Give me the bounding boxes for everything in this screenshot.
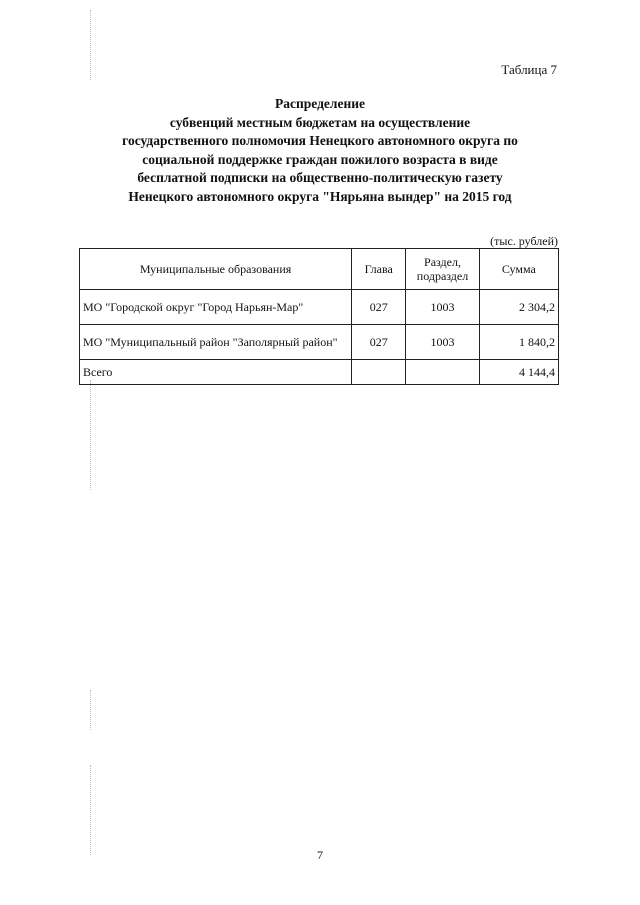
- header-section-line2: подраздел: [416, 269, 469, 283]
- header-municipalities: Муниципальные образования: [80, 249, 352, 290]
- table-total-row: [80, 360, 559, 385]
- cell-municipality: МО "Муниципальный район "Заполярный район": [80, 325, 352, 360]
- scan-margin-dots: [90, 690, 92, 730]
- cell-total-sum: 4 144,4: [479, 360, 558, 385]
- title-line: Распределение: [274, 96, 366, 111]
- table-header-row: [80, 249, 559, 290]
- cell-empty: [352, 360, 406, 385]
- cell-sum: 1 840,2: [479, 325, 558, 360]
- title-line: субвенций местным бюджетам на осуществление: [169, 114, 471, 130]
- table-row: [80, 325, 559, 360]
- page-number: 7: [317, 848, 323, 862]
- scan-margin-dots: [90, 10, 92, 80]
- table-row: [80, 290, 559, 325]
- table-number: Таблица 7: [501, 62, 557, 77]
- cell-empty: [406, 360, 479, 385]
- title-line: государственного полномочия Ненецкого автономного округа по: [122, 133, 518, 148]
- cell-sum: 2 304,2: [479, 290, 558, 325]
- cell-section: 1003: [406, 325, 479, 360]
- header-chapter: Глава: [352, 249, 406, 290]
- units-label: (тыс. рублей): [490, 234, 558, 248]
- document-title: [60, 95, 580, 206]
- scan-margin-dots: [90, 380, 92, 490]
- title-line: социальной поддержке граждан пожилого возраста в виде: [142, 151, 498, 167]
- title-line: бесплатной подписки на общественно-политическую газету: [137, 170, 503, 185]
- cell-chapter: 027: [352, 325, 406, 360]
- cell-total-label: Всего: [80, 360, 352, 385]
- header-sum: Сумма: [479, 249, 558, 290]
- header-section-line1: Раздел,: [424, 255, 461, 269]
- cell-section: 1003: [406, 290, 479, 325]
- cell-municipality: МО "Городской округ "Город Нарьян-Мар": [80, 290, 352, 325]
- cell-chapter: 027: [352, 290, 406, 325]
- scan-margin-dots: [90, 765, 92, 855]
- subsidy-table: [79, 248, 559, 385]
- title-line: Ненецкого автономного округа "Нярьяна вындер" на 2015 год: [128, 188, 512, 204]
- header-section: [406, 249, 479, 290]
